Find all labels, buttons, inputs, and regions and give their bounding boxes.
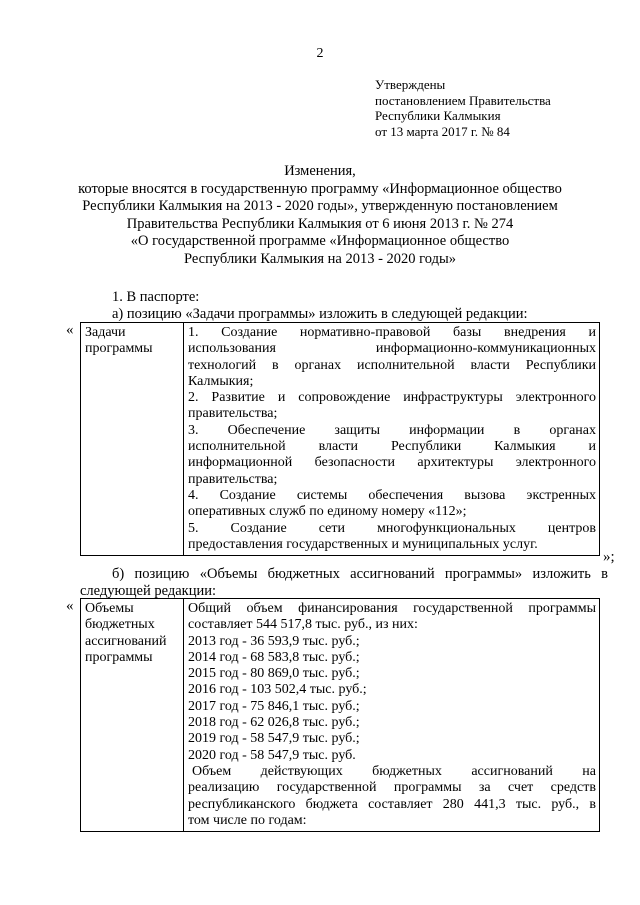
item-b-text: б) позицию «Объемы бюджетных ассигнований программы» изложить в [112,566,608,582]
table-row [81,323,600,556]
tasks-table [80,322,600,556]
content-line: 1. Создание нормативно-правовой базы внедрения и [188,325,596,340]
content-line: 4. Создание системы обеспечения вызова экстренных [188,487,596,503]
page-number: 2 [316,46,324,61]
budget-table [80,598,600,832]
open-quote-a: « [66,322,74,338]
document-title [0,163,640,268]
content-line: 2. Развитие и сопровождение инфраструктуры электронного [188,390,596,406]
title-line: Республики Калмыкия на 2013 - 2020 годы», утвержденную постановлением [82,198,558,214]
item-a-text: а) позицию «Задачи программы» изложить в следующей редакции: [112,306,528,322]
content-line: 2020 год - 58 547,9 тыс. руб. [188,747,356,763]
title-line: Правительства Республики Калмыкия от 6 июня 2013 г. № 274 [126,215,514,232]
content-line: 2017 год - 75 846,1 тыс. руб.; [188,698,360,714]
title-line: «О государственной программе «Информационное общество [130,233,510,249]
content-line: использования информационно-коммуникационных [188,341,596,357]
label-line: Объемы [85,601,134,616]
approval-line: от 13 марта 2017 г. № 84 [375,123,510,139]
label-line: Задачи [85,325,126,340]
content-line: Объем действующих бюджетных ассигнований на [192,763,596,779]
label-line: ассигнований [85,633,167,649]
open-quote-b: « [66,598,74,614]
budget-label-cell [81,599,184,832]
title-line: которые вносятся в государственную программу «Информационное общество [78,180,562,197]
content-line: 2014 год - 68 583,8 тыс. руб.; [188,649,360,665]
content-line: 2015 год - 80 869,0 тыс. руб.; [188,666,360,682]
table-row [81,599,600,832]
content-line: республиканского бюджета составляет 280 441,3 тыс. руб., в [188,796,596,812]
content-line: 2019 год - 58 547,9 тыс. руб.; [188,731,360,747]
content-line: предоставления государственных и муниципальных услуг. [188,536,538,552]
content-line: 2016 год - 103 502,4 тыс. руб.; [188,682,367,698]
approval-block [375,77,551,139]
content-line: исполнительной власти Республики Калмыкия и [188,439,596,455]
approval-line: Утверждены [375,77,446,92]
content-line: 5. Создание сети многофункциональных центров [188,520,596,536]
content-line: оперативных служб по единому номеру «112»; [188,504,467,520]
item-b-text-continued: следующей редакции: [80,583,217,599]
approval-line: постановлением Правительства [375,92,551,108]
section-1-heading: 1. В паспорте: [112,289,200,305]
label-line: программы [85,341,153,357]
budget-content-cell [184,599,600,832]
content-line: Общий объем финансирования государственной программы [188,601,596,616]
title-line: Изменения, [284,163,356,179]
content-line: том числе по годам: [188,812,307,828]
content-line: информационной безопасности архитектуры электронного [188,455,596,471]
content-line: 3. Обеспечение защиты информации в органах [188,422,596,438]
label-line: программы [85,649,153,665]
content-line: правительства; [188,406,278,422]
content-line: Калмыкия; [188,373,254,389]
tasks-content-cell [184,323,600,556]
tasks-label-cell [81,323,184,556]
content-line: составляет 544 517,8 тыс. руб., из них: [188,617,418,633]
title-line: Республики Калмыкия на 2013 - 2020 годы» [184,250,456,267]
approval-line: Республики Калмыкия [375,108,501,123]
content-line: технологий в органах исполнительной власти Республики [188,357,596,373]
content-line: правительства; [188,471,278,487]
content-line: реализацию государственной программы за счет средств [188,780,596,796]
content-line: 2013 год - 36 593,9 тыс. руб.; [188,633,360,649]
content-line: 2018 год - 62 026,8 тыс. руб.; [188,715,360,731]
close-quote-a: »; [603,549,615,565]
label-line: бюджетных [85,617,155,633]
